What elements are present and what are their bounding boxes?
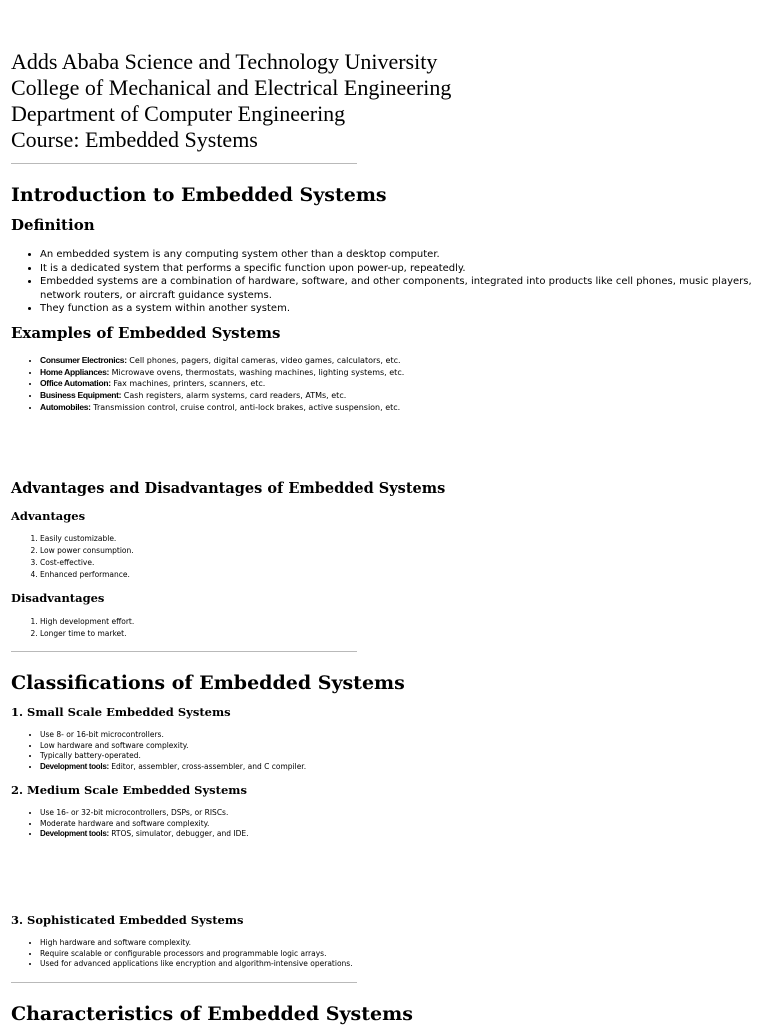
item-text: Moderate hardware and software complexity. [40,818,210,828]
list-item: • An embedded system is any computing system other than a desktop computer. [40,248,760,262]
list-item [40,355,760,367]
advantages-list [11,533,760,581]
list-item: 1. High development effort. [40,616,760,628]
item-text: Use 16- or 32-bit microcontrollers, DSPs, or RISCs. [40,808,229,817]
section-title-advantages-disadvantages: Advantages and Disadvantages of Embedded Systems [11,480,446,497]
item-text: Typically battery-operated. [40,751,141,761]
list-item [40,819,760,830]
list-item [40,741,760,752]
definition-heading: Definition [11,216,95,234]
list-item: 2. Longer time to market. [40,628,760,640]
list-item: • They function as a system within another system. [40,302,760,316]
department-name: Department of Computer Engineering [11,101,346,126]
item-text: Fax machines, printers, scanners, etc. [110,379,266,389]
examples-list [11,355,760,414]
divider [11,982,357,983]
disadvantages-heading: Disadvantages [11,591,105,605]
list-item: 4. Enhanced performance. [40,569,760,581]
section-title-characteristics: Characteristics of Embedded Systems [11,1003,413,1025]
list-item [40,730,760,741]
disadvantages-list [11,616,760,640]
item-term: Development tools: [40,762,109,772]
item-text: Transmission control, cruise control, anti-lock brakes, active suspension, etc. [90,402,401,412]
small-scale-list [11,730,760,773]
university-name: Adds Ababa Science and Technology University [11,49,438,74]
list-item: • High hardware and software complexity. [40,938,760,949]
medium-scale-heading: 2. Medium Scale Embedded Systems [11,783,247,797]
college-name: College of Mechanical and Electrical Engineering [11,75,452,100]
list-item [40,762,760,773]
document-header [11,49,451,153]
definition-list [11,248,760,316]
list-item [40,402,760,414]
list-item [40,390,760,402]
list-item [40,378,760,390]
divider [11,651,357,652]
list-item: 1. Easily customizable. [40,533,760,545]
divider [11,163,357,164]
medium-scale-list [11,808,760,840]
sophisticated-list [11,938,760,970]
list-item [40,751,760,762]
section-title-introduction: Introduction to Embedded Systems [11,184,387,206]
item-text: Low hardware and software complexity. [40,740,189,750]
item-text: Cash registers, alarm systems, card readers, ATMs, etc. [121,391,347,401]
item-term: Automobiles: [40,401,91,412]
list-item: • Require scalable or configurable processors and programmable logic arrays. [40,949,760,960]
item-term: Consumer Electronics: [40,355,127,365]
item-text: Cell phones, pagers, digital cameras, video games, calculators, etc. [126,356,401,365]
list-item: • Used for advanced applications like encryption and algorithm-intensive operations. [40,959,760,970]
item-text: Use 8- or 16-bit microcontrollers. [40,730,164,739]
list-item [40,829,760,840]
list-item: 2. Low power consumption. [40,545,760,557]
sophisticated-heading: 3. Sophisticated Embedded Systems [11,913,244,927]
list-item: • It is a dedicated system that performs a specific function upon power-up, repeatedly. [40,262,760,276]
item-term: Home Appliances: [40,366,110,377]
item-text: Editor, assembler, cross-assembler, and C compiler. [108,762,307,772]
examples-heading: Examples of Embedded Systems [11,324,281,342]
small-scale-heading: 1. Small Scale Embedded Systems [11,705,231,719]
list-item [40,367,760,379]
item-term: Development tools: [40,829,109,839]
item-text: RTOS, simulator, debugger, and IDE. [108,829,249,839]
item-term: Office Automation: [40,378,111,389]
list-item [40,808,760,819]
list-item: 3. Cost-effective. [40,557,760,569]
advantages-heading: Advantages [11,509,86,523]
list-item: • Embedded systems are a combination of hardware, software, and other components, integrated into products like cell phones, music players, network routers, or aircraft guidance systems. [40,275,760,302]
section-title-classifications: Classifications of Embedded Systems [11,672,405,694]
course-name: Course: Embedded Systems [11,127,258,152]
item-text: Microwave ovens, thermostats, washing machines, lighting systems, etc. [109,367,405,377]
item-term: Business Equipment: [40,390,122,401]
